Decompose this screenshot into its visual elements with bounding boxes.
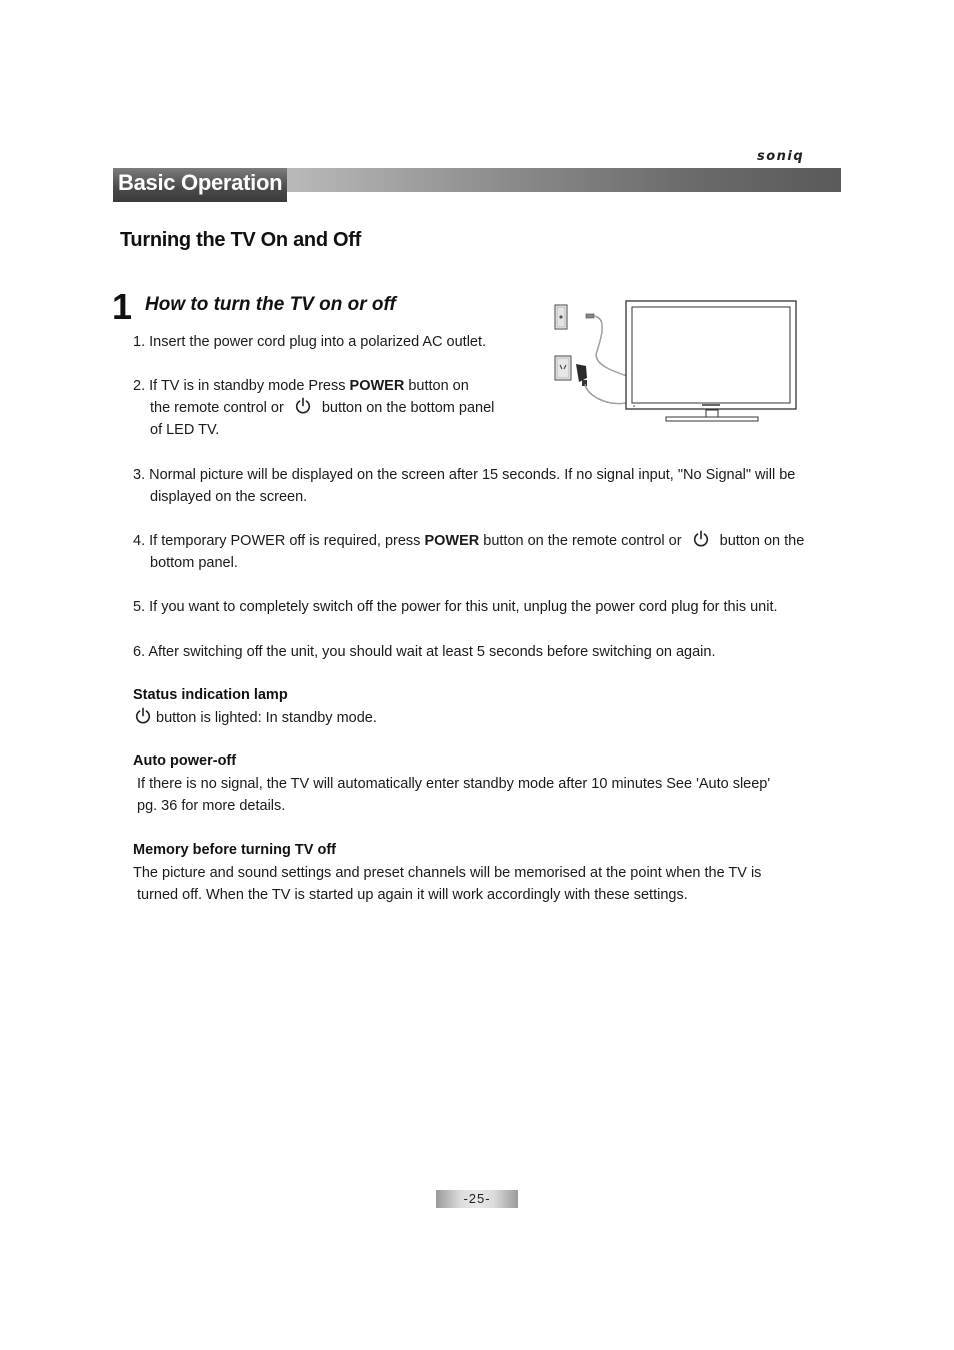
instruction-4-text: button on the remote control or [479, 533, 682, 549]
auto-power-off-line-2: pg. 36 for more details. [137, 798, 286, 814]
power-keyword: POWER [424, 533, 480, 549]
instruction-1: 1. Insert the power cord plug into a polarized AC outlet. [133, 334, 487, 350]
auto-power-off-heading: Auto power-off [133, 753, 237, 769]
status-lamp-description: button is lighted: In standby mode. [156, 710, 377, 726]
instruction-4-text: 4. If temporary POWER off is required, press [133, 533, 425, 549]
instruction-4-line-2: bottom panel. [150, 555, 238, 571]
section-title: Basic Operation [113, 168, 287, 202]
instruction-4-text: button on the [719, 533, 805, 549]
instruction-3-line-1: 3. Normal picture will be displayed on the screen after 15 seconds. If no signal input, "No Signal" will be [133, 467, 796, 483]
step-number: 1 [112, 286, 133, 327]
status-lamp-text [130, 707, 377, 729]
instruction-3-line-2: displayed on the screen. [150, 489, 308, 505]
memory-heading: Memory before turning TV off [133, 842, 336, 858]
power-icon [134, 707, 152, 725]
status-lamp-heading: Status indication lamp [133, 687, 288, 703]
page-number: -25- [463, 1191, 491, 1206]
memory-line-1: The picture and sound settings and preset channels will be memorised at the point when the TV is [133, 865, 762, 881]
power-icon [294, 397, 312, 415]
instruction-2-line-3: of LED TV. [150, 422, 220, 438]
power-icon [692, 530, 710, 548]
auto-power-off-line-1: If there is no signal, the TV will automatically enter standby mode after 10 minutes See 'Auto sleep' [137, 776, 771, 792]
instruction-2-text: the remote control or [150, 400, 284, 416]
instruction-2-text: 2. If TV is in standby mode Press [133, 378, 350, 394]
instruction-6: 6. After switching off the unit, you should wait at least 5 seconds before switching on again. [133, 644, 716, 660]
page-title: Turning the TV On and Off [120, 229, 361, 251]
tv-power-connection-illustration [552, 296, 802, 428]
instruction-2-line-1 [133, 375, 469, 397]
memory-line-2: turned off. When the TV is started up again it will work accordingly with these settings. [137, 887, 688, 903]
instruction-5: 5. If you want to completely switch off the power for this unit, unplug the power cord plug for this unit. [133, 599, 778, 615]
instruction-2-line-2 [150, 397, 494, 419]
instruction-2-text: button on the bottom panel [321, 400, 495, 416]
power-keyword: POWER [349, 378, 405, 394]
instruction-4-line-1 [133, 530, 804, 552]
brand-logo: soniq [757, 149, 805, 164]
instruction-2-text: button on [404, 378, 469, 394]
step-title: How to turn the TV on or off [145, 294, 396, 315]
